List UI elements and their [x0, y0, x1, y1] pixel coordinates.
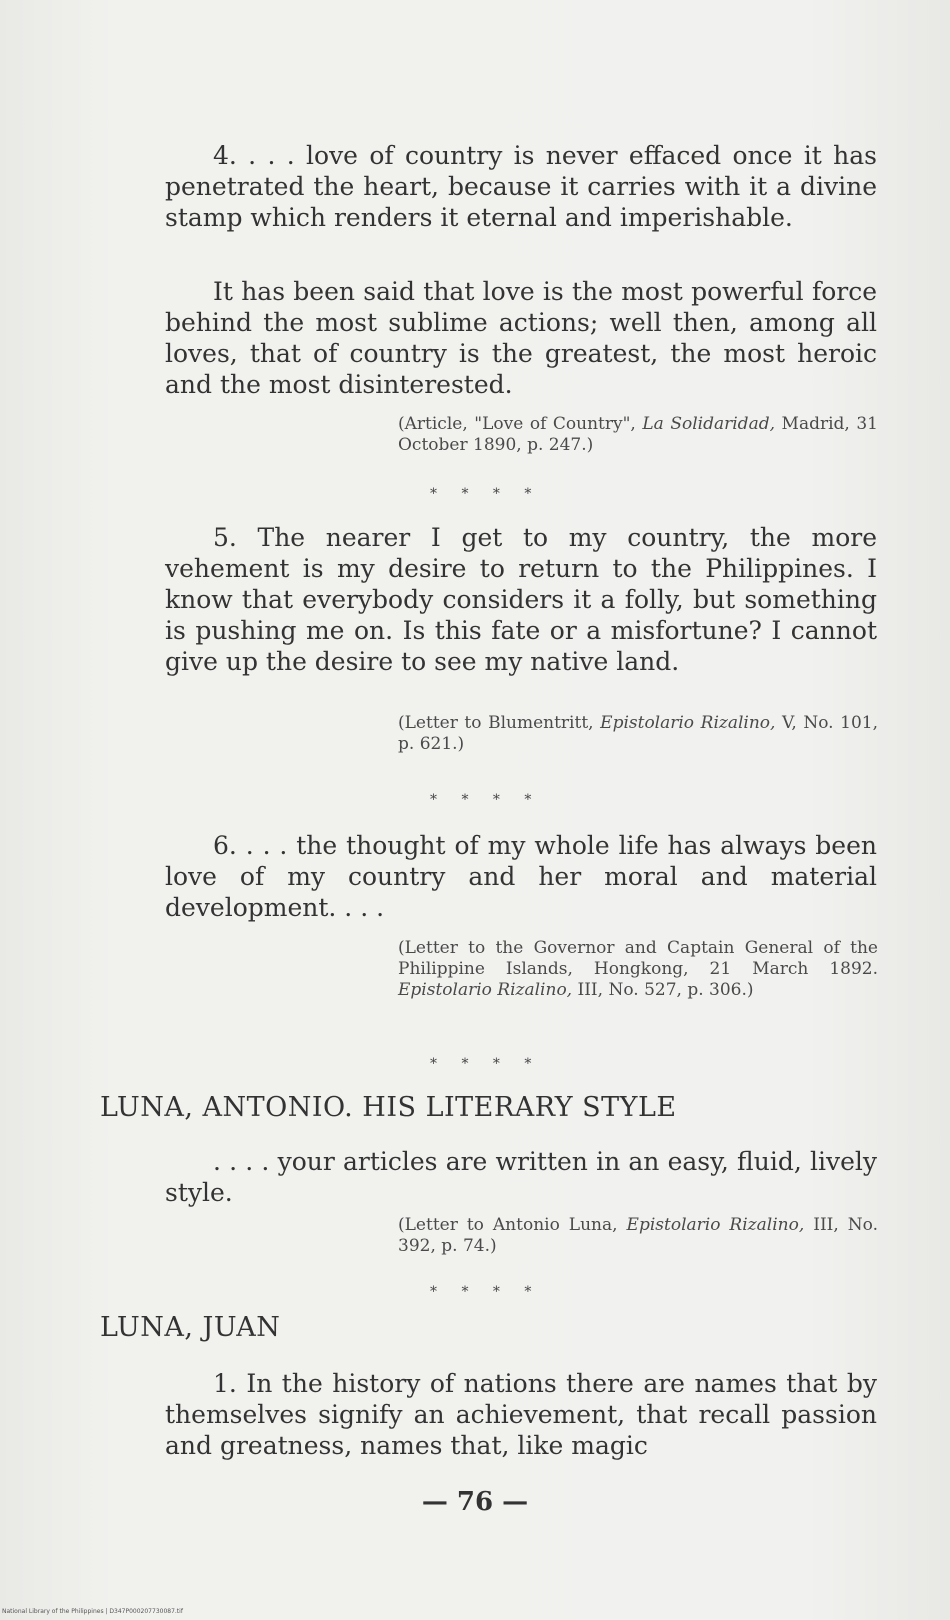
citation-text: V, No. 101, p. 621.): [398, 713, 878, 754]
citation-text: III, No. 392, p. 74.): [398, 1215, 878, 1256]
entry-4-paragraph-1: 4. . . . love of country is never effaced once it has penetrated the heart, because it carries with it a divine stamp which renders it eternal and imperishable.: [165, 141, 877, 232]
luna-juan-paragraph: 1. In the history of nations there are names that by themselves signify an achievement, that recall passion and greatness, names that, like magic: [165, 1369, 877, 1460]
separator: * * * *: [430, 1056, 542, 1072]
heading-luna-antonio: LUNA, ANTONIO. HIS LITERARY STYLE: [100, 1092, 677, 1123]
page-number: — 76 —: [421, 1487, 529, 1517]
separator: * * * *: [430, 1284, 542, 1300]
citation-title: Epistolario Rizalino,: [398, 980, 573, 1000]
heading-luna-juan: LUNA, JUAN: [100, 1312, 281, 1343]
citation-title: La Solidaridad,: [642, 414, 775, 434]
separator: * * * *: [430, 792, 542, 808]
separator: * * * *: [430, 486, 542, 502]
entry-5-paragraph: 5. The nearer I get to my country, the more vehement is my desire to return to the Philippines. I know that everybody considers it a folly, but something is pushing me on. Is this fate or a misfortune? I cannot give up the desire to see my native land.: [165, 523, 877, 676]
entry-4-citation: [398, 414, 878, 456]
citation-text: (Article, "Love of Country",: [398, 414, 643, 434]
entry-6-citation: [398, 938, 878, 1001]
citation-text: Madrid, 31 October 1890, p. 247.): [398, 414, 878, 455]
citation-title: Epistolario Rizalino,: [600, 713, 776, 733]
entry-6-paragraph: 6. . . . the thought of my whole life has always been love of my country and her moral and material development. . . .: [165, 831, 877, 922]
luna-antonio-citation: [398, 1215, 878, 1257]
citation-text: (Letter to the Governor and Captain General of the Philippine Islands, Hongkong, 21 March 1892.: [398, 938, 878, 979]
entry-5-citation: [398, 713, 878, 755]
scan-footer: National Library of the Philippines | D347P000207730087.tif: [2, 1608, 183, 1615]
citation-title: Epistolario Rizalino,: [626, 1215, 805, 1235]
citation-text: III, No. 527, p. 306.): [572, 980, 754, 1000]
entry-4-paragraph-2: It has been said that love is the most powerful force behind the most sublime actions; well then, among all loves, that of country is the greatest, the most heroic and the most disinterested.: [165, 277, 877, 399]
luna-antonio-paragraph: . . . . your articles are written in an easy, fluid, lively style.: [165, 1147, 877, 1207]
citation-text: (Letter to Antonio Luna,: [398, 1215, 627, 1235]
citation-text: (Letter to Blumentritt,: [398, 713, 601, 733]
